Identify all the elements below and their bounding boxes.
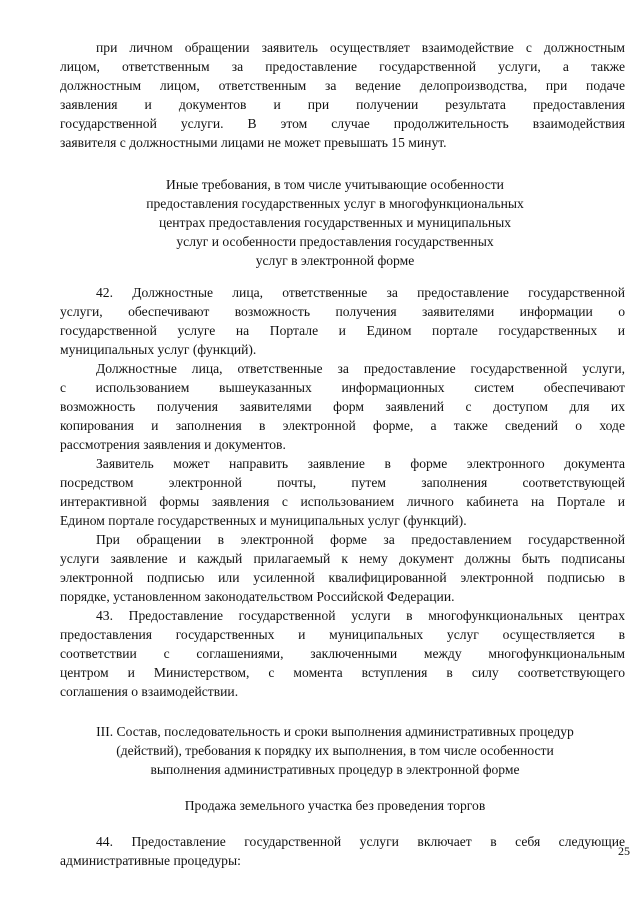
paragraph-line: муниципальных услуг (функций). [60, 342, 257, 357]
paragraph-line: услуги, обеспечивают возможность получения заявителями информации о [60, 304, 625, 319]
paragraph-line: интерактивной формы заявления с использованием личного кабинета на Портале и [60, 494, 625, 509]
paragraph-line: услуги заявление и каждый прилагаемый к нему документ должны быть подписаны [60, 551, 625, 566]
section-heading-line: III. Состав, последовательность и сроки выполнения административных процедур [96, 724, 574, 739]
paragraph-line: должностным лицом, ответственным за ведение делопроизводства, при подаче [60, 78, 625, 93]
section-heading-line: выполнения административных процедур в электронной форме [150, 762, 520, 777]
paragraph-line: заявления и документов и при получении результата предоставления [60, 97, 625, 112]
section-heading-line: центрах предоставления государственных и муниципальных [158, 215, 512, 230]
paragraph-line: административные процедуры: [60, 853, 241, 868]
paragraph-line: При обращении в электронной форме за предоставлением государственной [96, 532, 625, 547]
paragraph-line: заявителя с должностными лицами не может превышать 15 минут. [60, 135, 447, 150]
paragraph-line: центром и Министерством, с момента вступления в силу соответствующего [60, 665, 625, 680]
paragraph-line: возможность получения заявителями форм заявлений с доступом для их [60, 399, 625, 414]
paragraph-line: копирования и заполнения в электронной форме, а также сведений о ходе [60, 418, 625, 433]
paragraph-line: посредством электронной почты, путем заполнения соответствующей [60, 475, 625, 490]
paragraph-line: 42. Должностные лица, ответственные за предоставление государственной [96, 285, 625, 300]
paragraph-line: 43. Предоставление государственной услуги в многофункциональных центрах [96, 608, 625, 623]
section-heading-line: Иные требования, в том числе учитывающие особенности [166, 177, 504, 192]
section-heading-line: предоставления государственных услуг в многофункциональных [146, 196, 524, 211]
page-number: 25 [618, 844, 630, 858]
section-heading-line: услуг в электронной форме [255, 253, 415, 268]
paragraph-line: соглашения о взаимодействии. [60, 684, 239, 699]
paragraph-line: при личном обращении заявитель осуществляет взаимодействие с должностным [96, 40, 625, 55]
paragraph-line: электронной подписью или усиленной квалифицированной электронной подписью в [60, 570, 625, 585]
paragraph-line: с использованием вышеуказанных информационных систем обеспечивают [60, 380, 625, 395]
paragraph-line: соответствии с соглашениями, заключенными между многофункциональным [60, 646, 625, 661]
paragraph-line: рассмотрения заявления и документов. [60, 437, 286, 452]
section-heading-line: услуг и особенности предоставления государственных [176, 234, 494, 249]
paragraph-line: Заявитель может направить заявление в форме электронного документа [96, 456, 625, 471]
subsection-heading: Продажа земельного участка без проведения торгов [184, 798, 486, 813]
paragraph-line: предоставления государственных и муниципальных услуг осуществляется в [60, 627, 625, 642]
paragraph-line: государственной услуги. В этом случае продолжительность взаимодействия [60, 116, 625, 131]
paragraph-line: лицом, ответственным за предоставление государственной услуги, а также [60, 59, 625, 74]
paragraph-line: 44. Предоставление государственной услуги включает в себя следующие [96, 834, 625, 849]
section-heading-line: (действий), требования к порядку их выполнения, в том числе особенности [116, 743, 554, 758]
paragraph-line: государственной услуге на Портале и Едином портале государственных и [60, 323, 625, 338]
paragraph-line: Должностные лица, ответственные за предоставление государственной услуги, [96, 361, 625, 376]
paragraph-line: Едином портале государственных и муниципальных услуг (функций). [60, 513, 467, 528]
paragraph-line: порядке, установленном законодательством Российской Федерации. [60, 589, 455, 604]
